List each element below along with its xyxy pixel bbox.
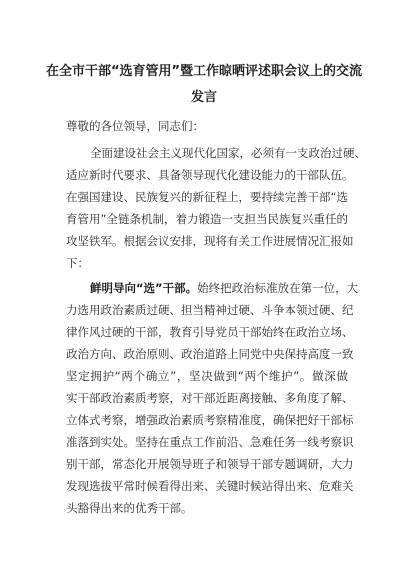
para1-line: 攻坚铁军。根据会议安排，现将有关工作进展情况汇报如 xyxy=(66,234,354,248)
para2-line: 别干部，常态化开展领导班子和领导干部专题调研，大力 xyxy=(66,457,354,471)
para2-line: 力选用政治素质过硬、担当精神过硬、斗争本领过硬、纪 xyxy=(66,303,354,317)
document-title-line-2: 发言 xyxy=(190,90,217,105)
para2-line: 政治方向、政治原则、政治道路上同党中央保持高度一致 xyxy=(66,347,354,361)
para2-line: 发现选拔平常时候看得出来、关键时候站得出来、危难关 xyxy=(66,479,354,493)
para2-line: 坚定拥护“两个确立”，坚决做到“两个维护”。做深做 xyxy=(66,369,348,383)
section-heading: 鲜明导向“选”干部。 xyxy=(90,281,198,295)
para2-line: 立体式考察，增强政治素质考察精准度，确保把好干部标 xyxy=(66,413,354,427)
para1-line: 下： xyxy=(66,256,89,270)
document-title-line-1: 在全市干部“选育管用”暨工作晾晒评述职会议上的交流 xyxy=(45,64,363,79)
para1-line: 适应新时代要求、具备领导现代化建设能力的干部队伍。 xyxy=(66,168,354,182)
para2-first-line xyxy=(90,280,359,296)
para1-line: 全面建设社会主义现代化国家，必须有一支政治过硬、 xyxy=(90,146,366,160)
para2-line: 头豁得出来的优秀干部。 xyxy=(66,501,193,515)
salutation: 尊敬的各位领导，同志们： xyxy=(66,119,204,133)
para2-first-line-text: 始终把政治标准放在第一位，大 xyxy=(197,281,359,295)
para2-line: 律作风过硬的干部，教育引导党员干部始终在政治立场、 xyxy=(66,325,354,339)
para1-line: 在强国建设、民族复兴的新征程上，要持续完善干部“选 xyxy=(66,190,348,204)
para2-line: 准落到实处。坚持在重点工作前沿、急难任务一线考察识 xyxy=(66,435,354,449)
para2-line: 实干部政治素质考察，对干部近距离接触、多角度了解、 xyxy=(66,391,354,405)
para1-line: 育管用”全链条机制，着力锻造一支担当民族复兴重任的 xyxy=(66,212,348,226)
